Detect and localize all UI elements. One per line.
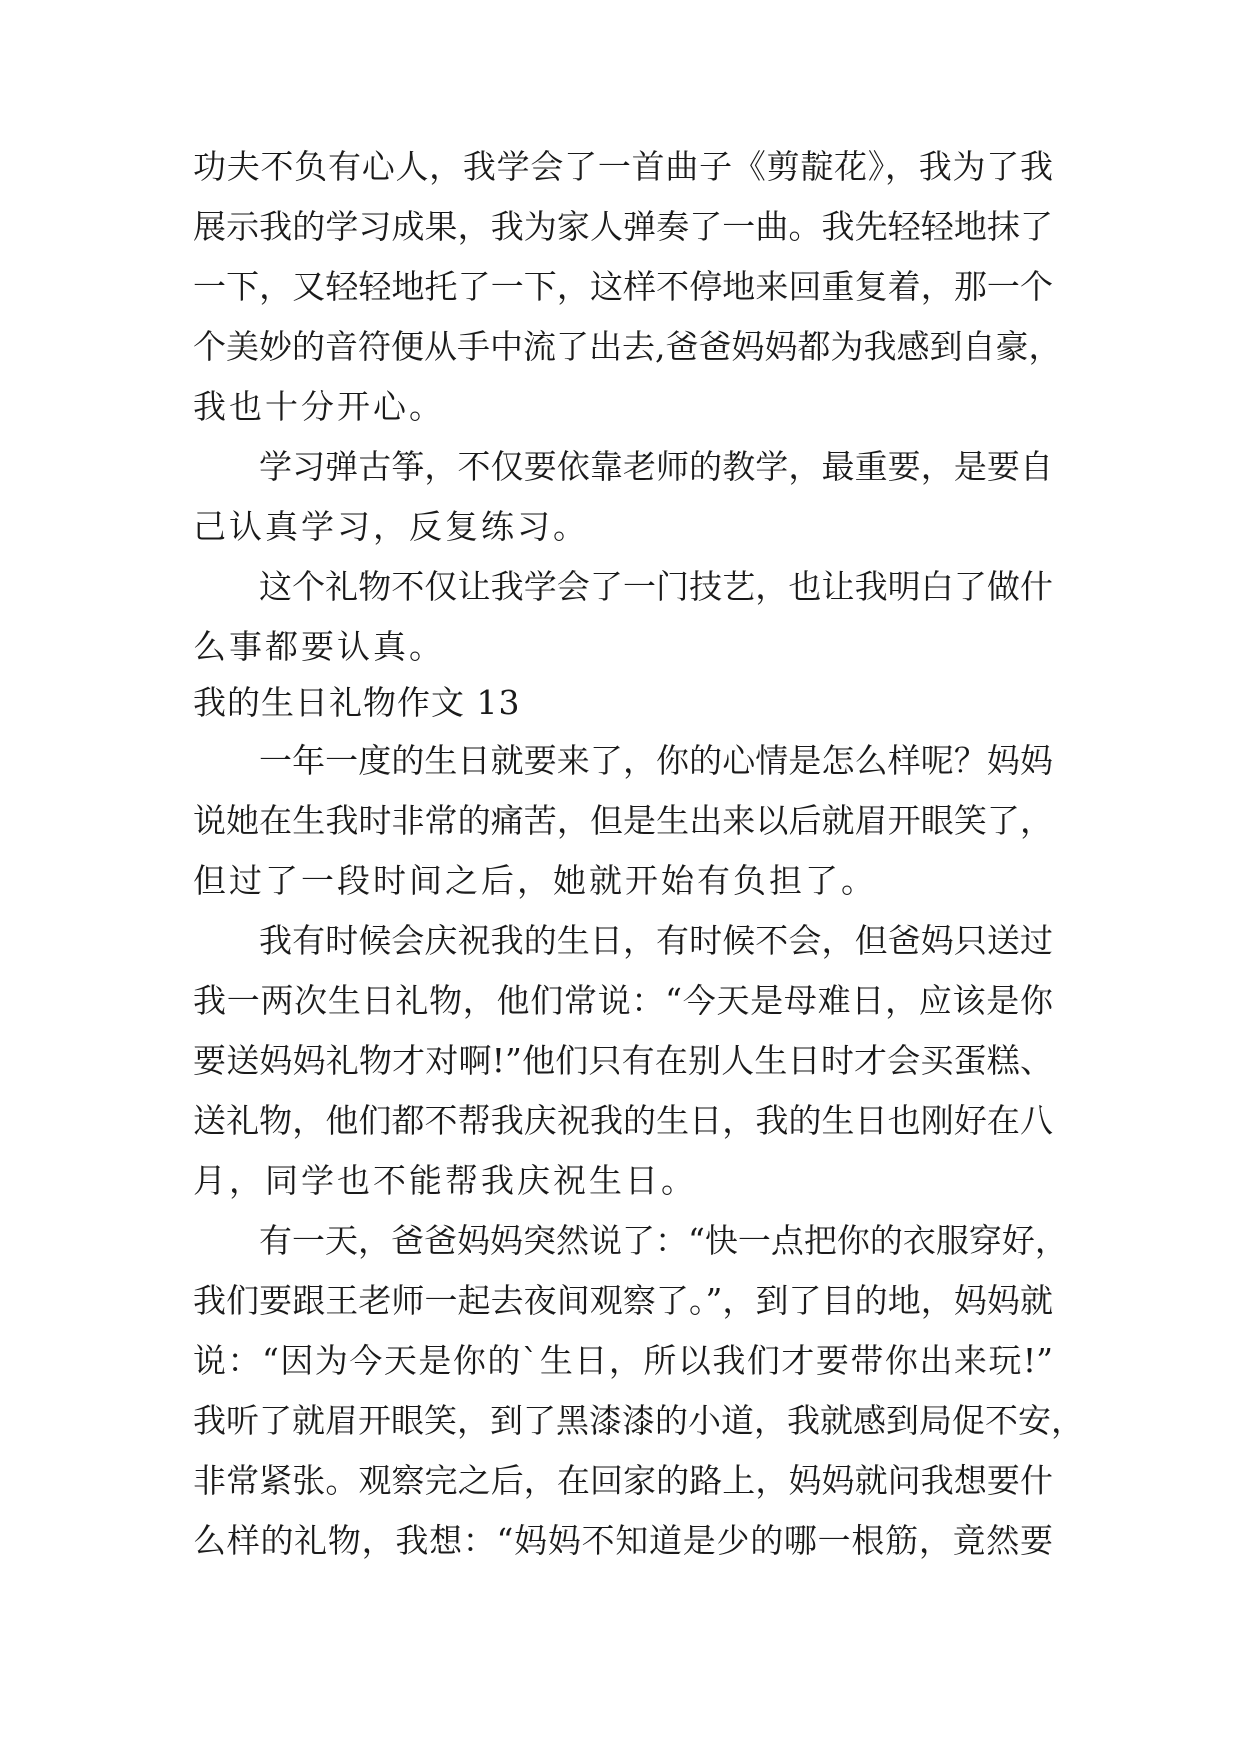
paragraph-line: 个美妙的音符便从手中流了出去,爸爸妈妈都为我感到自豪， <box>193 327 1062 366</box>
paragraph-line: 说她在生我时非常的痛苦，但是生出来以后就眉开眼笑了， <box>193 801 1053 840</box>
paragraph-line: 月，同学也不能帮我庆祝生日。 <box>193 1161 697 1200</box>
section-heading: 我的生日礼物作文 13 <box>193 683 521 722</box>
paragraph-line: 么样的礼物，我想：“妈妈不知道是少的哪一根筋，竟然要 <box>193 1521 1053 1560</box>
paragraph-line: 展示我的学习成果，我为家人弹奏了一曲。我先轻轻地抹了 <box>193 207 1053 246</box>
paragraph-line: 说：“因为今天是你的`生日，所以我们才要带你出来玩!” <box>193 1341 1053 1380</box>
paragraph-line: 我一两次生日礼物，他们常说：“今天是母难日，应该是你 <box>193 981 1053 1020</box>
paragraph-line: 么事都要认真。 <box>193 627 445 666</box>
paragraph-line: 我听了就眉开眼笑，到了黑漆漆的小道，我就感到局促不安， <box>193 1401 1084 1440</box>
paragraph-line: 送礼物，他们都不帮我庆祝我的生日，我的生日也刚好在八 <box>193 1101 1053 1140</box>
paragraph-line: 要送妈妈礼物才对啊!”他们只有在别人生日时才会买蛋糕、 <box>193 1041 1053 1080</box>
paragraph-line: 我也十分开心。 <box>193 387 445 426</box>
paragraph-line: 己认真学习，反复练习。 <box>193 507 589 546</box>
paragraph-line: 但过了一段时间之后，她就开始有负担了。 <box>193 861 877 900</box>
paragraph-line: 学习弹古筝，不仅要依靠老师的教学，最重要，是要自 <box>259 447 1053 486</box>
paragraph-line: 有一天，爸爸妈妈突然说了：“快一点把你的衣服穿好， <box>259 1221 1068 1260</box>
paragraph-line: 我有时候会庆祝我的生日，有时候不会，但爸妈只送过 <box>259 921 1053 960</box>
paragraph-line: 一年一度的生日就要来了，你的心情是怎么样呢？妈妈 <box>259 741 1053 780</box>
paragraph-line: 一下，又轻轻地托了一下，这样不停地来回重复着，那一个 <box>193 267 1053 306</box>
paragraph-line: 这个礼物不仅让我学会了一门技艺，也让我明白了做什 <box>259 567 1053 606</box>
paragraph-line: 非常紧张。观察完之后，在回家的路上，妈妈就问我想要什 <box>193 1461 1053 1500</box>
paragraph-line: 我们要跟王老师一起去夜间观察了。”，到了目的地，妈妈就 <box>193 1281 1053 1320</box>
paragraph-line: 功夫不负有心人，我学会了一首曲子《剪靛花》，我为了我 <box>193 147 1053 186</box>
